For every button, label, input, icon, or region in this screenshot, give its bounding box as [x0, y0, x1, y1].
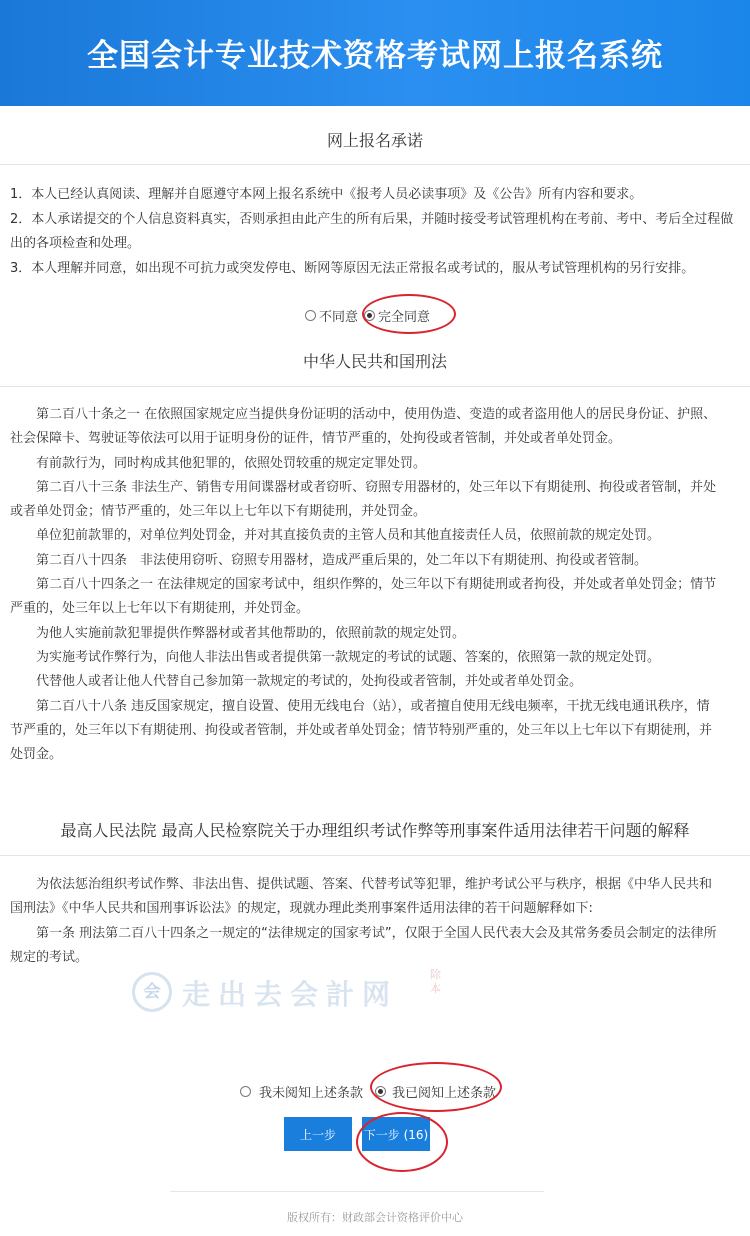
watermark-logo: 会 [132, 972, 172, 1012]
promise-title: 网上报名承诺 [326, 131, 423, 150]
watermark-text: 走出去会計网 [182, 978, 399, 1011]
copyright-text: 版权所有：财政部会计资格评价中心 [287, 1211, 463, 1224]
read-label: 我已阅知上述条款 [392, 1086, 497, 1101]
divider [0, 164, 750, 165]
interpretation-title: 最高人民法院 最高人民检察院关于办理组织考试作弊等刑事案件适用法律若干问题的解释 [60, 821, 690, 840]
watermark-stamp: 除本 [430, 968, 441, 995]
criminal-law-text [10, 403, 722, 767]
interpretation-paragraph: 第一条 刑法第二百八十四条之一规定的“法律规定的国家考试”，仅限于全国人民代表大会及其常务委员会制定的法律所规定的考试。 [10, 925, 717, 965]
interpretation-text [10, 873, 722, 970]
law-paragraph: 为实施考试作弊行为，向他人非法出售或者提供第一款规定的考试的试题、答案的，依照第一款的规定处罚。 [36, 649, 661, 665]
next-step-button[interactable]: 下一步 (16) [362, 1117, 430, 1151]
promise-line: 3．本人理解并同意，如出现不可抗力或突发停电、断网等原因无法正常报名或考试的，服从考试管理机构的另行安排。 [10, 260, 695, 276]
agree-label: 完全同意 [378, 310, 431, 325]
law-paragraph: 第二百八十四条之一 在法律规定的国家考试中，组织作弊的，处三年以下有期徒刑或者拘役，并处或者单处罚金；情节严重的，处三年以上七年以下有期徒刑，并处罚金。 [10, 577, 717, 617]
criminal-law-title: 中华人民共和国刑法 [302, 352, 447, 371]
annotation-circle [370, 1062, 502, 1112]
law-paragraph: 代替他人或者让他人代替自己参加第一款规定的考试的，处拘役或者管制，并处或者单处罚金。 [36, 674, 583, 690]
disagree-label: 不同意 [319, 310, 359, 325]
interpretation-paragraph: 为依法惩治组织考试作弊、非法出售、提供试题、答案、代替考试等犯罪，维护考试公平与秩序，根据《中华人民共和国刑法》《中华人民共和国刑事诉讼法》的规定，现就办理此类刑事案件适用法律的若干问题解释如下: [10, 877, 713, 917]
law-paragraph: 为他人实施前款犯罪提供作弊器材或者其他帮助的，依照前款的规定处罚。 [36, 625, 466, 641]
promise-text [10, 183, 738, 281]
law-paragraph: 第二百八十条之一 在依照国家规定应当提供身份证明的活动中，使用伪造、变造的或者盗用他人的居民身份证、护照、社会保障卡、驾驶证等依法可以用于证明身份的证件，情节严重的，处拘役或者管制，并处或者单处罚金。 [10, 407, 717, 447]
footer-divider [170, 1191, 544, 1192]
divider [0, 855, 750, 856]
unread-radio[interactable] [240, 1086, 251, 1097]
law-paragraph: 第二百八十三条 非法生产、销售专用间谍器材或者窃听、窃照专用器材的，处三年以下有期徒刑、拘役或者管制，并处或者单处罚金；情节严重的，处三年以上七年以下有期徒刑，并处罚金。 [10, 479, 717, 520]
promise-line: 2．本人承诺提交的个人信息资料真实，否则承担由此产生的所有后果，并随时接受考试管理机构在考前、考中、考后全过程做出的各项检查和处理。 [10, 211, 734, 251]
system-title: 全国会计专业技术资格考试网上报名系统 [87, 38, 663, 74]
annotation-circle [362, 294, 456, 334]
law-paragraph: 第二百八十八条 违反国家规定，擅自设置、使用无线电台（站），或者擅自使用无线电频率，干扰无线电通讯秩序，情节严重的，处三年以下有期徒刑、拘役或者管制，并处或者单处罚金；情节特别严重的，处三年以上七年以下有期徒刑，并处罚金。 [10, 698, 713, 763]
annotation-circle [356, 1112, 448, 1172]
disagree-radio[interactable] [305, 310, 316, 321]
watermark [130, 970, 450, 1010]
unread-option[interactable] [240, 1082, 363, 1101]
unread-label: 我未阅知上述条款 [259, 1086, 364, 1101]
promise-line: 1．本人已经认真阅读、理解并自愿遵守本网上报名系统中《报考人员必读事项》及《公告》所有内容和要求。 [10, 187, 643, 202]
page-header [0, 0, 750, 106]
prev-step-button[interactable]: 上一步 [284, 1117, 352, 1151]
divider [0, 386, 750, 387]
law-paragraph: 单位犯前款罪的，对单位判处罚金，并对其直接负责的主管人员和其他直接责任人员，依照前款的规定处罚。 [36, 528, 661, 544]
disagree-option[interactable] [305, 306, 358, 325]
law-paragraph: 有前款行为，同时构成其他犯罪的，依照处罚较重的规定定罪处罚。 [36, 455, 427, 471]
law-paragraph: 第二百八十四条 非法使用窃听、窃照专用器材，造成严重后果的，处二年以下有期徒刑、拘役或者管制。 [36, 552, 648, 568]
